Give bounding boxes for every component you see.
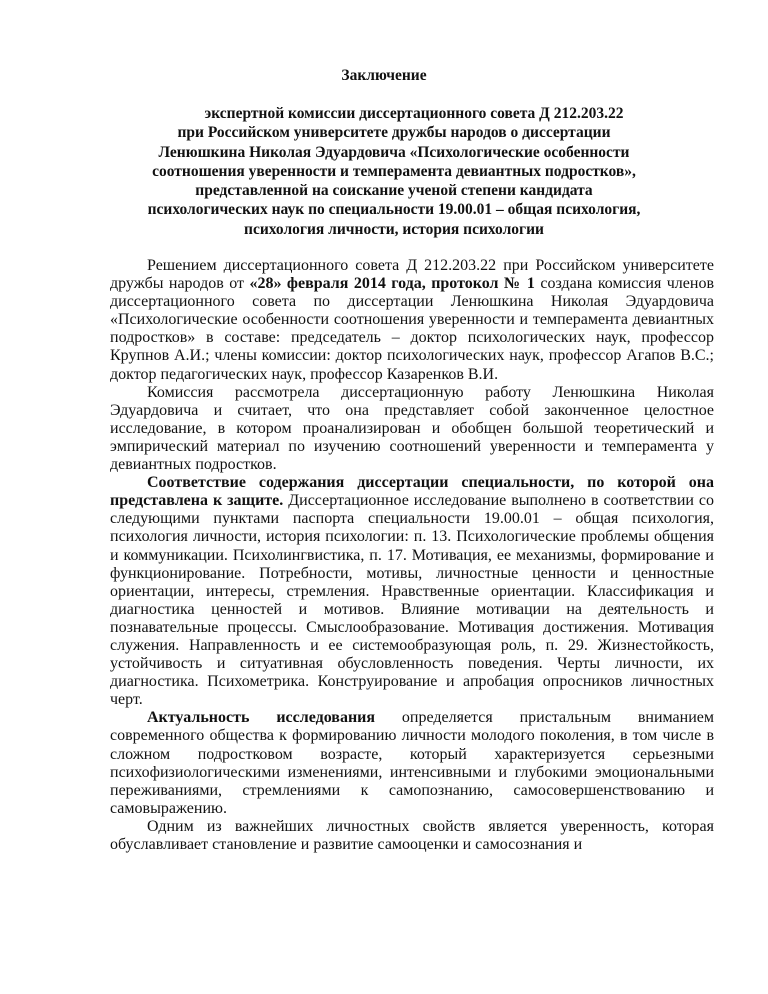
subtitle-line: психологических наук по специальности 19.00.01 – общая психология, — [147, 201, 641, 219]
paragraph-text: определяется пристальным вниманием современного общества к формированию личности молодого поколения, в том числе в сложном подростковом возрасте, который характеризуется серьезными психофизиологическими изменениями, интенсивными и глубокими эмоциональными переживаниями, стремлениями к самопознанию, самосовершенствованию и самовыражению. — [110, 709, 714, 817]
subtitle-line: при Российском университете дружбы народов о диссертации — [177, 124, 611, 142]
paragraph-bold-date: «28» февраля 2014 года, протокол № 1 — [249, 275, 535, 293]
paragraph-specialty-compliance — [110, 474, 714, 709]
paragraph-text: создана комиссия членов диссертационного совета по диссертации Ленюшкина Николая Эдуардовича «Психологические особенности соотношения уверенности и темперамента девиантных подростков» в составе: председатель – доктор психологических наук, профессор Крупнов А.И.; члены комиссии: доктор психологических наук, профессор Агапов В.С.; доктор педагогических наук, профессор Казаренков В.И. — [110, 275, 714, 383]
paragraph-heading: Соответствие содержания диссертации специальности, по которой она представлена к защите. — [110, 474, 714, 510]
subtitle-line: представленной на соискание ученой степени кандидата — [195, 182, 593, 200]
subtitle-line: психология личности, история психологии — [244, 220, 544, 238]
paragraph-text: Комиссия рассмотрела диссертационную работу Ленюшкина Николая Эдуардовича и считает, что она представляет собой законченное целостное исследование, в котором проанализирован и обобщен большой теоретический и эмпирический материал по изучению соотношений уверенности и темперамента у девиантных подростков. — [110, 383, 714, 474]
paragraph-text: Решением диссертационного совета Д 212.203.22 при Российском университете дружбы народов от — [110, 257, 714, 293]
paragraph-heading: Актуальность исследования — [147, 709, 376, 727]
paragraph-relevance — [110, 709, 714, 818]
subtitle-line: Ленюшкина Николая Эдуардовича «Психологические особенности — [158, 143, 630, 161]
document-title: Заключение — [341, 67, 427, 84]
paragraph-confidence — [110, 818, 714, 854]
document-body — [110, 257, 714, 854]
paragraph-commission-decision — [110, 257, 714, 384]
paragraph-commission-review — [110, 384, 714, 474]
subtitle-line: экспертной комиссии диссертационного совета Д 212.203.22 — [204, 105, 624, 122]
document-subtitle — [96, 104, 692, 239]
paragraph-text: Одним из важнейших личностных свойств является уверенность, которая обуславливает становление и развитие самооценки и самосознания и — [110, 817, 714, 853]
subtitle-line: соотношения уверенности и темперамента девиантных подростков», — [152, 162, 636, 180]
paragraph-text: Диссертационное исследование выполнено в соответствии со следующими пунктами паспорта специальности 19.00.01 – общая психология, психология личности, история психологии: п. 13. Психологические проблемы общения и коммуникации. Психолингвистика, п. 17. Мотивация, ее механизмы, формирование и функционирование. Потребности, мотивы, личностные ценности и ценностные ориентации, интересы, стремления. Нравственные ориентации. Классификация и диагностика ценностей и мотивов. Влияние мотивации на деятельность и познавательные процессы. Смыслообразование. Мотивация достижения. Мотивация служения. Направленность и ее системообразующая роль, п. 29. Жизнестойкость, устойчивость и ситуативная обусловленность поведения. Черты личности, их диагностика. Психометрика. Конструирование и апробация опросников личностных черт. — [110, 492, 714, 709]
